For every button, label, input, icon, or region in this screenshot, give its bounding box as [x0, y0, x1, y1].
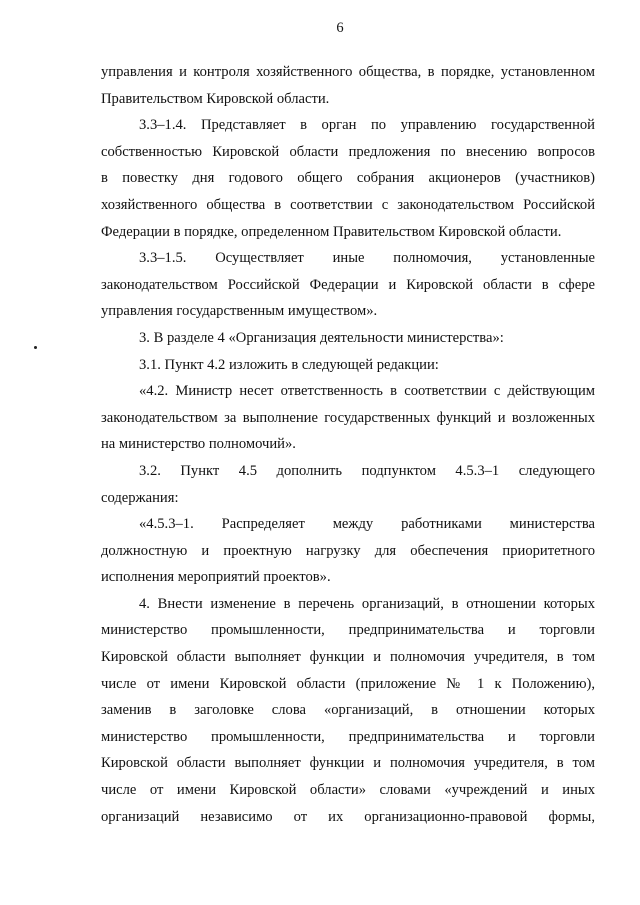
text-line: хозяйственного общества в соответствии с законодательством Российской	[101, 196, 595, 213]
text-line: числе от имени Кировской области (приложение № 1 к Положению),	[101, 675, 595, 692]
text-line: Федерации в порядке, определенном Правительством Кировской области.	[101, 223, 562, 240]
text-line: 3.3–1.5. Осуществляет иные полномочия, установленные	[139, 250, 595, 267]
text-line: «4.2. Министр несет ответственность в соответствии с действующим	[139, 383, 595, 400]
page-number: 6	[336, 20, 344, 36]
text-line: организаций независимо от их организационно-правовой формы,	[101, 808, 595, 825]
text-line: Кировской области выполняет функции и полномочия учредителя, в том	[101, 755, 595, 772]
text-line: управления государственным имуществом».	[101, 303, 378, 320]
text-line: министерство промышленности, предпринимательства и торговли	[101, 622, 595, 639]
text-line: 3.3–1.4. Представляет в орган по управлению государственной	[139, 117, 595, 134]
text-line: на министерство полномочий».	[101, 436, 296, 453]
text-line: управления и контроля хозяйственного общества, в порядке, установленном	[101, 64, 595, 80]
text-line: законодательством за выполнение государственных функций и возложенных	[101, 409, 595, 426]
text-line: Правительством Кировской области.	[101, 90, 330, 107]
text-line: исполнения мероприятий проектов».	[101, 569, 331, 586]
text-line: 3.2. Пункт 4.5 дополнить подпунктом 4.5.3–1 следующего	[139, 462, 595, 479]
document-body	[101, 59, 595, 830]
scan-speck	[34, 346, 37, 349]
text-line: Кировской области выполняет функции и полномочия учредителя, в том	[101, 649, 595, 666]
text-line: «4.5.3–1. Распределяет между работниками министерства	[139, 516, 595, 533]
text-line: содержания:	[101, 489, 179, 506]
text-line: 3.1. Пункт 4.2 изложить в следующей редакции:	[139, 356, 439, 373]
text-line: должностную и проектную нагрузку для обеспечения приоритетного	[101, 542, 595, 559]
text-line: 4. Внести изменение в перечень организаций, в отношении которых	[139, 595, 595, 612]
text-line: законодательством Российской Федерации и Кировской области в сфере	[101, 276, 595, 293]
text-line: 3. В разделе 4 «Организация деятельности министерства»:	[139, 329, 504, 346]
text-line: числе от имени Кировской области» словами «учреждений и иных	[101, 782, 595, 799]
text-line: министерство промышленности, предпринимательства и торговли	[101, 728, 595, 745]
text-line: в повестку дня годового общего собрания акционеров (участников)	[101, 170, 595, 187]
text-line: собственностью Кировской области предложения по внесению вопросов	[101, 143, 595, 160]
text-line: заменив в заголовке слова «организаций, в отношении которых	[101, 702, 595, 719]
